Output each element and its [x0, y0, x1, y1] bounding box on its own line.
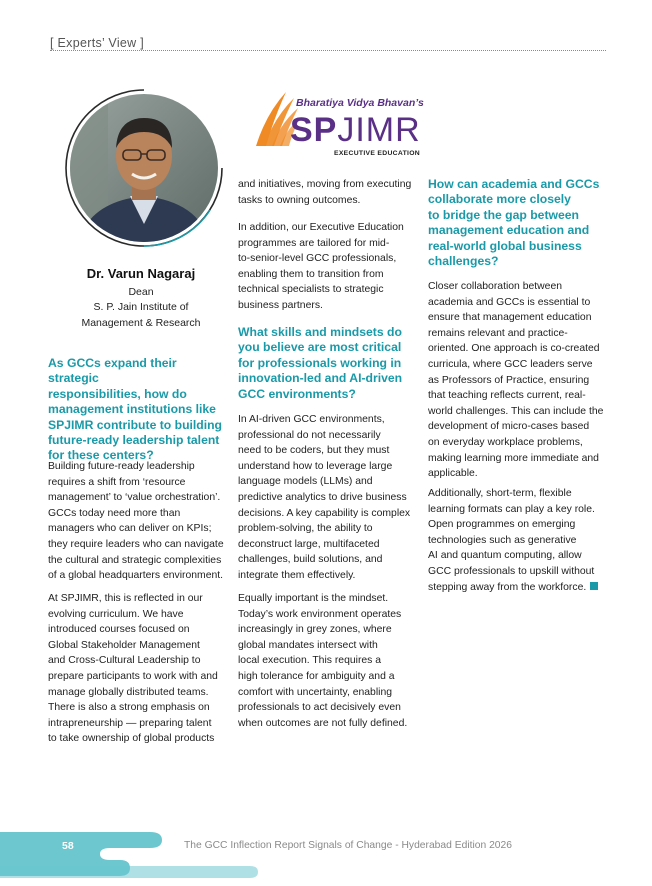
expert-org-line1: S. P. Jain Institute of	[93, 301, 189, 313]
expert-role: Dean	[128, 286, 154, 298]
text-line: Open programmes on emerging	[428, 519, 576, 531]
expert-name: Dr. Varun Nagaraj	[86, 266, 196, 281]
text-line: GCC environments?	[238, 386, 356, 401]
text-line: Closer collaboration between	[428, 281, 563, 292]
text-line: evolving curriculum. We have	[48, 608, 184, 620]
text-line: prepare participants to work with and	[48, 670, 218, 682]
answer-1-paragraph-2	[48, 591, 228, 747]
text-line: How can academia and GCCs	[428, 177, 600, 191]
text-line: In addition, our Executive Education	[238, 222, 404, 233]
text-line: the cultural and strategic complexities	[48, 554, 222, 566]
text-line: business partners.	[238, 299, 323, 311]
text-line: management institutions like	[48, 402, 216, 417]
text-line: management’ to ‘value orchestration’.	[48, 492, 221, 504]
text-line: making learning more immediate and	[428, 452, 599, 464]
text-line: management education and	[428, 223, 590, 238]
text-line: high tolerance for ambiguity and a	[238, 670, 395, 682]
text-line: you believe are most critical	[238, 340, 402, 355]
text-line: challenges?	[428, 254, 499, 269]
text-line: learning formats can play a key role.	[428, 503, 595, 515]
text-line: that teaching reflects current, real-	[428, 390, 586, 402]
portrait-photo	[68, 92, 220, 244]
text-line: curricula, where GCC leaders serve	[428, 358, 593, 370]
question-3	[428, 177, 606, 269]
text-line: predictive analytics to drive business	[238, 491, 407, 503]
footer-wave-decoration	[0, 826, 652, 886]
answer-3-paragraph-2	[428, 486, 606, 595]
text-line: understand how to leverage large	[238, 460, 393, 472]
text-line: ensure that management education	[428, 312, 592, 324]
text-line: language models (LLMs) and	[238, 476, 373, 488]
text-line: professionals to act decisively even	[238, 702, 401, 714]
text-line: local execution. This requires a	[238, 655, 382, 667]
text-line: as Professors of Practice, ensuring	[428, 374, 590, 386]
answer-1-paragraph-4	[238, 220, 416, 314]
text-line: introduced courses focused on	[48, 624, 190, 636]
text-line: of a global headquarters environment.	[48, 570, 224, 582]
text-line: real-world global business	[428, 238, 582, 253]
text-line: There is also a strong emphasis on	[48, 702, 210, 714]
text-line: responsibilities, how do	[48, 386, 187, 401]
logo-wordmark-thin: JIMR	[337, 111, 421, 149]
text-line: decisions. A key capability is complex	[238, 507, 411, 519]
text-line: manage globally distributed teams.	[48, 686, 209, 698]
text-line: requires a shift from ‘resource	[48, 476, 186, 488]
expert-org-line2: Management & Research	[81, 317, 201, 329]
text-line: to take ownership of global products	[48, 733, 215, 745]
answer-2-paragraph-1	[238, 412, 416, 584]
logo-subtitle: EXECUTIVE EDUCATION	[334, 150, 421, 157]
question-2	[238, 325, 416, 402]
text-line: What skills and mindsets do	[238, 325, 402, 339]
text-line: problem-solving, the ability to	[238, 523, 373, 535]
text-line: collaborate more closely	[428, 192, 571, 207]
text-line: programmes are tailored for mid-	[238, 237, 390, 249]
text-line: GCC professionals to upskill without	[428, 565, 595, 577]
text-line: managers who can deliver on KPIs;	[48, 523, 212, 535]
text-line: technologies such as generative	[428, 534, 577, 546]
text-line: SPJIMR contribute to building	[48, 417, 222, 432]
answer-1-paragraph-3	[238, 177, 416, 208]
question-1	[48, 356, 228, 464]
text-line: professional do not necessarily	[238, 429, 381, 441]
text-line: Global Stakeholder Management	[48, 639, 200, 651]
text-line: remains relevant and practice-	[428, 327, 568, 339]
text-line: applicable.	[428, 468, 478, 480]
text-line: As GCCs expand their strategic	[48, 356, 177, 386]
text-line: At SPJIMR, this is reflected in our	[48, 593, 203, 604]
logo-wordmark	[290, 112, 421, 148]
text-line: to-senior-level GCC professionals,	[238, 253, 397, 265]
text-line: for these centers?	[48, 448, 154, 463]
logo-tagline: Bharatiya Vidya Bhavan’s	[296, 97, 424, 109]
text-line: Equally important is the mindset.	[238, 593, 389, 604]
text-line: global mandates intersect with	[238, 639, 378, 651]
section-tag: [ Experts’ View ]	[50, 36, 145, 50]
text-line: oriented. One approach is co-created	[428, 343, 600, 355]
logo-wordmark-bold: SP	[290, 111, 338, 149]
header-divider	[50, 50, 606, 51]
text-line: intrapreneurship — preparing talent	[48, 717, 212, 729]
text-line: development of micro-cases based	[428, 421, 590, 433]
text-line: world challenges. This can include the	[428, 405, 604, 417]
text-line: Today’s work environment operates	[238, 608, 402, 620]
text-line: Building future-ready leadership	[48, 461, 195, 472]
text-line: enabling them to transition from	[238, 268, 384, 280]
text-line: technical specialists to strategic	[238, 284, 384, 296]
text-line: future-ready leadership talent	[48, 433, 220, 448]
text-line: AI and quantum computing, allow	[428, 550, 582, 562]
text-line: to bridge the gap between	[428, 207, 579, 222]
answer-1-paragraph-1	[48, 459, 228, 584]
text-line: deconstruct large, multifaceted	[238, 538, 380, 550]
text-line: for professionals working in	[238, 355, 402, 370]
text-line: comfort with uncertainty, enabling	[238, 686, 393, 698]
text-line: on everyday workplace problems,	[428, 436, 583, 448]
text-line: and initiatives, moving from executing	[238, 179, 412, 190]
text-line: tasks to owning outcomes.	[238, 194, 361, 206]
text-line: innovation-led and AI-driven	[238, 371, 403, 386]
text-line: they require leaders who can navigate	[48, 538, 224, 550]
page-number: 58	[62, 840, 74, 852]
text-line: need to be coders, but they must	[238, 445, 390, 457]
text-line: GCCs today need more than	[48, 507, 181, 519]
text-line: increasingly in grey zones, where	[238, 624, 392, 636]
text-line: academia and GCCs is essential to	[428, 296, 591, 308]
answer-3-paragraph-1	[428, 279, 606, 482]
end-of-article-square-icon	[590, 582, 598, 590]
answer-2-paragraph-2	[238, 591, 416, 731]
footer-publication-title: The GCC Inflection Report Signals of Change - Hyderabad Edition 2026	[184, 840, 512, 851]
text-line: challenges, build solutions, and	[238, 554, 383, 566]
text-line: when outcomes are not fully defined.	[238, 717, 408, 729]
text-line: stepping away from the workforce.	[428, 580, 606, 596]
text-line: integrate them effectively.	[238, 569, 356, 581]
text-line: In AI-driven GCC environments,	[238, 414, 385, 425]
text-line: and Cross-Cultural Leadership to	[48, 655, 201, 667]
text-line: Additionally, short-term, flexible	[428, 488, 572, 499]
